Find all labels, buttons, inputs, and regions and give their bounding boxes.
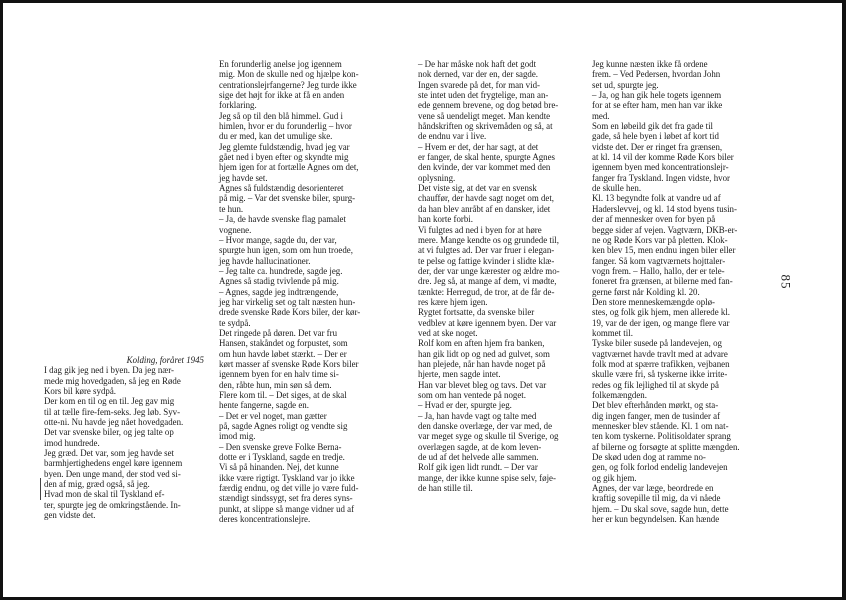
text-line: de skulle hen. — [592, 183, 642, 194]
text-line: folk mod at spærre trafikken, vejbanen — [592, 358, 730, 369]
text-line: Kors bil køre sydpå. — [44, 386, 116, 397]
text-line: gerne først når Kolding kl. 20. — [592, 286, 700, 297]
text-line: vedblev at køre igennem byen. Der var — [418, 317, 557, 328]
text-line: sige det højt for ikke at få en anden — [219, 90, 345, 101]
text-line: ter, spurgte jeg de omkringstående. In- — [44, 499, 181, 510]
text-line: – Jeg talte ca. hundrede, sagde jeg. — [219, 265, 343, 276]
text-line: den danske overlæge, der var med, de — [418, 421, 553, 432]
text-line: overlægen sagde, at de kom leven- — [418, 441, 542, 452]
text-line: den kvinde, der var kommet med den — [418, 162, 551, 173]
text-line: Rolf kom en aften hjem fra banken, — [418, 338, 545, 349]
text-line: set ud, spurgte jeg. — [592, 79, 659, 90]
text-line: Den store menneskemængde oplø- — [592, 296, 715, 307]
text-line: Hvad mon de skal til Tyskland ef- — [44, 489, 165, 500]
text-line: – Hvem er det, der har sagt, at det — [418, 141, 539, 152]
text-line: han korte forbi. — [418, 214, 473, 225]
text-line: skulle være fri, så tyskerne ikke irrite- — [592, 369, 728, 380]
text-line: på, sagde Agnes roligt og vendte sig — [219, 421, 348, 432]
text-line: – De har måske nok haft det godt — [418, 59, 537, 69]
text-line: han plejede, når han havde noget på — [418, 358, 546, 369]
text-line: Agnes, der var læge, beordrede en — [592, 483, 714, 494]
text-line: dig ingen fanger, men de tusinder af — [592, 410, 721, 421]
text-line: te pelse og fattige kvinder i slidte klæ- — [418, 255, 555, 266]
text-line: te hun. — [219, 203, 244, 214]
text-line: og gik hjem. — [592, 472, 637, 483]
text-line: Som en løbeild gik det fra gade til — [592, 121, 714, 132]
text-line: nok derned, var der en, der sagde. — [418, 69, 539, 80]
text-line: chauffør, der havde sagt noget om det, — [418, 193, 555, 204]
text-line: Vi så på hinanden. Nej, det kunne — [219, 462, 339, 473]
text-line: de han stille til. — [418, 483, 473, 494]
text-line: jeg havde hallucinationer. — [219, 255, 311, 266]
text-line: hente fangerne, sagde en. — [219, 400, 309, 411]
text-line: Agnes så stadig tvivlende på mig. — [219, 276, 339, 287]
text-line: Der kom en til og en til. Jeg gav mig — [44, 396, 175, 407]
text-line: – Ja, de havde svenske flag pamalet — [219, 214, 346, 225]
text-line: – Den svenske greve Folke Berna- — [219, 441, 342, 452]
text-line: han gik lidt op og ned ad gulvet, som — [418, 348, 550, 359]
text-line: Flere kom til. – Det siges, at de skal — [219, 390, 347, 400]
text-line: himlen, hvor er du forunderlig – hvor — [219, 121, 352, 132]
text-line: igennem byen for en halv time si- — [219, 369, 339, 380]
text-line: I dag gik jeg ned i byen. Da jeg nær- — [44, 365, 174, 376]
text-line: mig. Mon de skulle ned og hjælpe kon- — [219, 69, 359, 80]
text-line: spurgte hun igen, som om hun troede, — [219, 245, 353, 256]
text-line: fanger fra Tyskland. Ingen vidste, hvor — [592, 172, 730, 183]
text-line: redes og fik lejlighed til at skyde på — [592, 379, 719, 390]
text-line: otte-ni. Nu havde jeg nået hovedgaden. — [44, 417, 184, 428]
text-line: du er med, kan det umulige ske. — [219, 131, 333, 142]
byline: Kolding, foråret 1945 — [126, 355, 204, 365]
text-line: Jeg glemte fuldstændig, hvad jeg var — [219, 141, 350, 152]
text-line: vene så uendeligt meget. Man kendte — [418, 110, 551, 121]
text-line: imod hundrede. — [44, 437, 100, 448]
text-line: vognene. — [219, 224, 252, 235]
text-line: på mig. – Var det svenske biler, spurg- — [219, 193, 356, 204]
text-line: vidste det. Der er ringet fra grænsen, — [592, 141, 723, 152]
text-line: punkt, at slippe så mange vidner ud af — [219, 503, 355, 514]
margin-rule — [40, 478, 41, 500]
text-line: gen, og folk forlod endelig landevejen — [592, 462, 728, 473]
text-line: Det blev efterhånden mørkt, og sta- — [592, 400, 719, 411]
text-line: dotte er i Tyskland, sagde en tredje. — [219, 452, 345, 463]
text-line: ken blev 15, men endnu ingen biler eller — [592, 245, 736, 256]
text-line: jeg har virkelig set og talt næsten hun- — [219, 296, 356, 307]
text-line: Hansen, stakåndet og forpustet, som — [219, 338, 348, 349]
text-line: ste intet uden det frygtelige, man an- — [418, 90, 549, 101]
text-line: der, der var unge kærester og ældre mo- — [418, 265, 560, 276]
text-line: hjem. – Du skal sove, sagde hun, dette — [592, 503, 729, 514]
text-line: imod mig. — [219, 431, 256, 442]
text-line: – Hvor mange, sagde du, der var, — [219, 234, 337, 245]
text-line: Ingen svarede på det, for man vid- — [418, 79, 540, 90]
text-line: mere. Mange kendte os og grundede til, — [418, 234, 559, 245]
text-line: som om han ventede på noget. — [418, 390, 526, 400]
text-line: mennesker blev stående. Kl. 1 om nat- — [592, 421, 729, 432]
text-line: hjerte, men sagde intet. — [418, 369, 501, 380]
text-line: ikke være rigtigt. Tyskland var jo ikke — [219, 472, 355, 483]
text-line: den, råbte hun, min søn så dem. — [219, 379, 332, 390]
text-line: ved at ske noget. — [418, 327, 478, 338]
text-line: res kære hjem igen. — [418, 296, 488, 307]
text-line: Jeg græd. Det var, som jeg havde set — [44, 448, 175, 459]
text-line: centrationslejrfangerne? Jeg turde ikke — [219, 79, 357, 90]
text-line: gade, så hele byen i løbet af kort tid — [592, 131, 719, 142]
text-line: 19, var de der igen, og mange flere var — [592, 317, 730, 328]
text-line: Rolf gik igen lidt rundt. – Der var — [418, 462, 538, 473]
text-line: stændigt sindssygt, set fra deres syns- — [219, 493, 353, 504]
text-line: de endnu var i live. — [418, 131, 487, 142]
text-line: frem. – Ved Pedersen, hvordan John — [592, 69, 721, 80]
text-line: vogn frem. – Hallo, hallo, der er tele- — [592, 265, 725, 276]
column-4 — [592, 59, 762, 524]
text-line: begge sider af vejen. Vagtværn, DKB-er- — [592, 224, 738, 235]
text-line: gen vidste det. — [44, 510, 96, 521]
text-line: Det viste sig, at det var en svensk — [418, 183, 537, 194]
text-line: Jeg så op til den blå himmel. Gud i — [219, 110, 343, 121]
text-line: kørt masser af svenske Røde Kors biler — [219, 358, 359, 369]
text-line: folkemængden. — [592, 390, 647, 400]
text-line: til at tælle fire-fem-seks. Jeg løb. Syv- — [44, 406, 181, 417]
text-line: drede svenske Røde Kors biler, der kør- — [219, 307, 361, 318]
text-line: at vi fulgtes ad. Der var fruer i elegan- — [418, 245, 555, 256]
text-line: de ud af det helvede alle sammen. — [418, 452, 539, 463]
text-line: håndskriften og skrivemåden og så, at — [418, 121, 553, 132]
text-line: Kl. 13 begyndte folk at vandre ud af — [592, 193, 721, 204]
text-line: forklaring. — [219, 100, 257, 111]
text-line: vagtværnet havde travlt med at advare — [592, 348, 728, 359]
text-line: ne og Røde Kors var på pletten. Klok- — [592, 234, 728, 245]
text-line: Det ringede på døren. Det var fru — [219, 327, 338, 338]
text-line: Jeg kunne næsten ikke få ordene — [592, 59, 708, 69]
text-line: tænkte: Herregud, de tror, at de får de- — [418, 286, 555, 297]
text-line: kommet til. — [592, 327, 633, 338]
text-line: byen. Den unge mand, der stod ved si- — [44, 468, 181, 479]
text-line: hjem igen for at fortælle Agnes om det, — [219, 162, 359, 173]
text-line: Haderslevvej, og kl. 14 stod byens tusin- — [592, 203, 737, 214]
text-line: – Ja, han havde vagt og talte med — [418, 410, 537, 421]
text-line: Vi fulgtes ad ned i byen for at høre — [418, 224, 542, 235]
text-line: her er kun begyndelsen. Kan hænde — [592, 514, 720, 525]
text-line: om hun havde løbet stærkt. – Der er — [219, 348, 347, 359]
text-line: af bilerne og forsøgte at splitte mængden. — [592, 441, 740, 452]
text-line: gået ned i byen efter og skyndte mig — [219, 152, 349, 163]
text-line: mede mig hovedgaden, så jeg en Røde — [44, 375, 181, 386]
text-line: at kl. 14 vil der komme Røde Kors biler — [592, 152, 734, 163]
text-line: ede gennem brevene, og dog betød bre- — [418, 100, 559, 111]
text-line: barmhjertighedens engel køre igennem — [44, 458, 183, 469]
text-line: dre. Jeg så, at mange af dem, vi mødte, — [418, 276, 557, 287]
column-2 — [219, 59, 389, 524]
text-line: Tyske biler susede på landevejen, og — [592, 338, 722, 349]
text-line: for at se efter ham, men han var ikke — [592, 100, 723, 111]
text-line: stes, og folk gik hjem, men allerede kl. — [592, 307, 731, 318]
text-line: – Hvad er der, spurgte jeg. — [418, 400, 512, 411]
text-line: – Det er vel noget, man gætter — [219, 410, 327, 421]
text-line: var meget syge og skulle til Sverige, og — [418, 431, 559, 442]
text-line: igennem byen med koncentrationslejr- — [592, 162, 729, 173]
text-line: fanger. Så kom vagtværnets hojttaler- — [592, 255, 726, 266]
text-line: Agnes så fuldstændig desorienteret — [219, 183, 344, 194]
text-line: ten kom tyskerne. Politisoldater sprang — [592, 431, 731, 442]
text-line: færdig endnu, og det ville jo være fuld- — [219, 483, 359, 494]
text-line: te sydpå. — [219, 317, 251, 328]
text-line: Det var svenske biler, og jeg talte op — [44, 427, 174, 438]
text-line: deres koncentrationslejre. — [219, 514, 311, 525]
text-line: er fanger, de skal hente, spurgte Agnes — [418, 152, 555, 163]
text-line: Rygtet fortsatte, da svenske biler — [418, 307, 535, 318]
text-line: – Ja, og han gik hele togets igennem — [592, 90, 722, 101]
column-3 — [418, 59, 590, 493]
text-line: foneret fra grænsen, at bilerne med fan- — [592, 276, 733, 287]
text-line: der af mennesker oven for byen på — [592, 214, 716, 225]
text-line: De skød uden dog at ramme no- — [592, 452, 706, 463]
text-line: jeg havde set. — [219, 172, 268, 183]
column-1 — [44, 355, 204, 521]
text-line: – Agnes, sagde jeg indtrængende, — [219, 286, 339, 297]
text-line: En forunderlig anelse jog igennem — [219, 59, 342, 69]
text-line: Han var blevet bleg og tavs. Det var — [418, 379, 547, 390]
page-number: 85 — [778, 274, 794, 290]
text-line: da han blev anråbt af en dansker, idet — [418, 203, 551, 214]
text-line: den af mig, græd også, så jeg. — [44, 479, 150, 490]
text-line: oplysning. — [418, 172, 456, 183]
text-line: med. — [592, 110, 610, 121]
text-line: mange, der ikke kunne spise selv, føje- — [418, 472, 556, 483]
text-line: kraftig sovepille til mig, da vi nåede — [592, 493, 721, 504]
